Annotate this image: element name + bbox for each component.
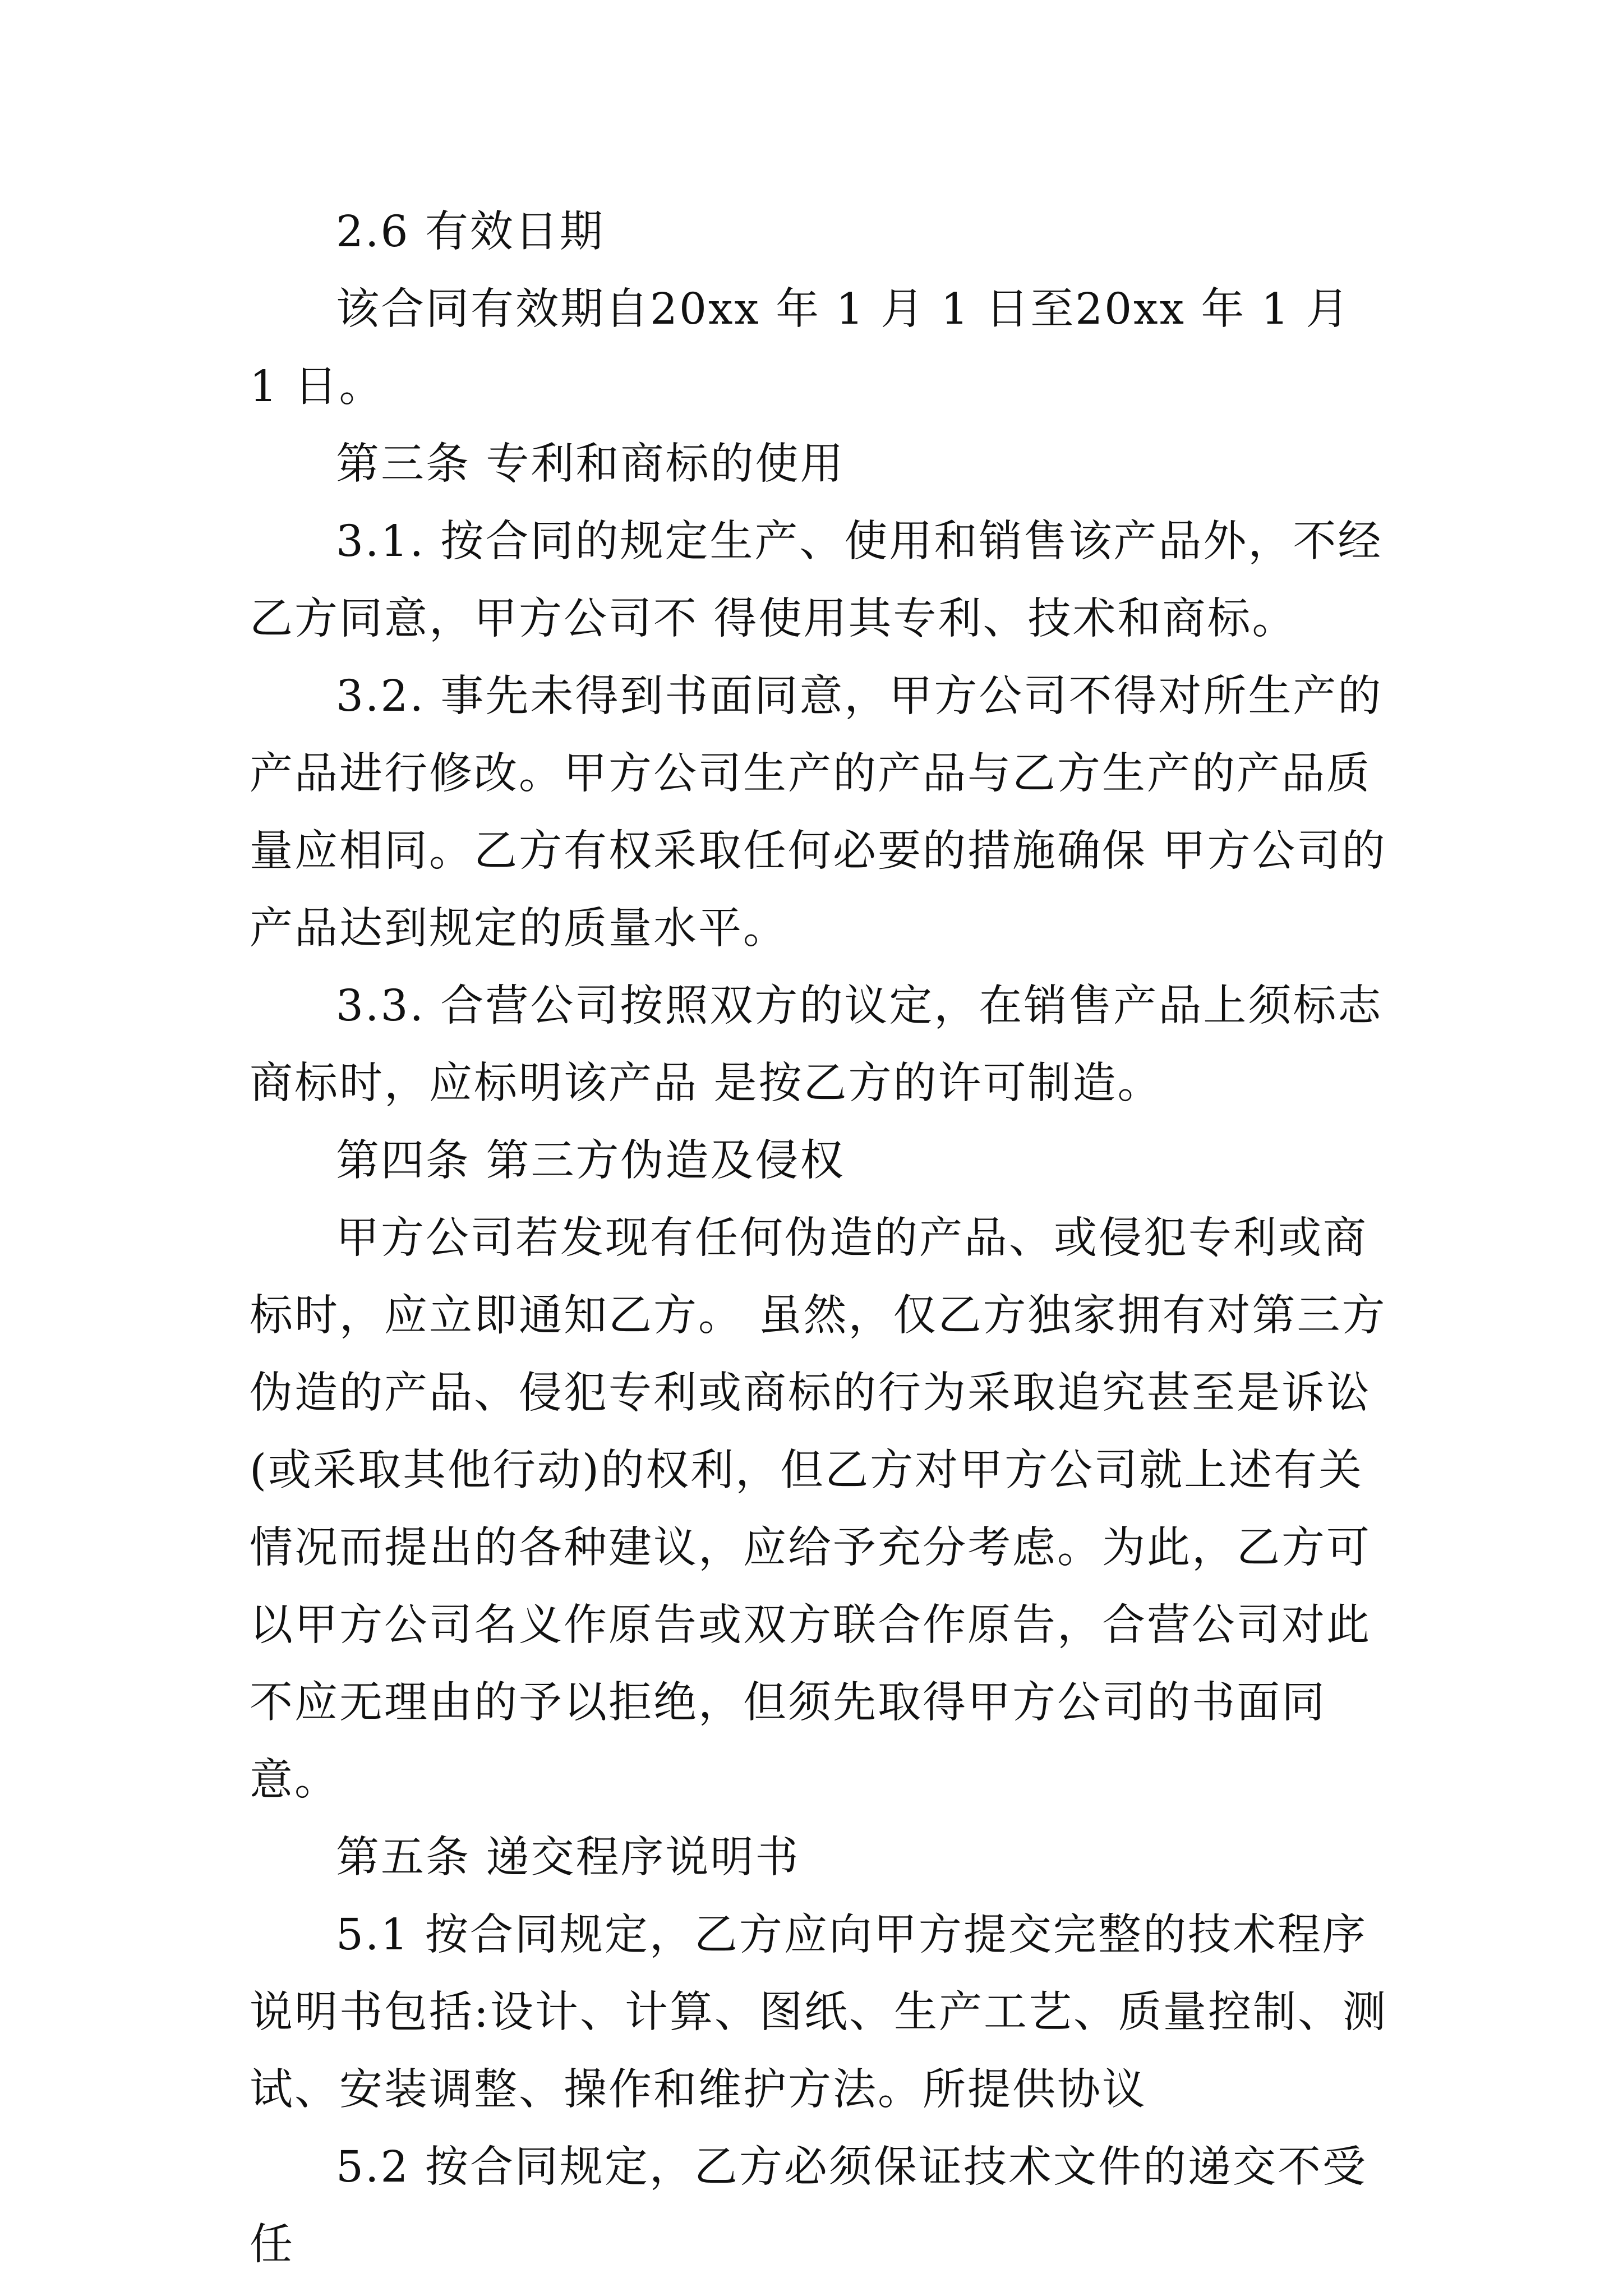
article-heading-5: 第五条 递交程序说明书 xyxy=(336,1833,800,1883)
article-heading-4: 第四条 第三方伪造及侵权 xyxy=(336,1136,845,1186)
article-heading-3: 第三条 专利和商标的使用 xyxy=(336,439,845,489)
document-body xyxy=(250,194,1394,2284)
paragraph-5-1: 5.1 按合同规定，乙方应向甲方提交完整的技术程序说明书包括:设计、计算、图纸、生产工艺、质量控制、测试、安装调整、操作和维护方法。所提供协议 xyxy=(250,1910,1387,2115)
paragraph-3-3: 3.3. 合营公司按照双方的议定，在销售产品上须标志商标时，应标明该产品 是按乙方的许可制造。 xyxy=(250,981,1383,1108)
section-heading-2-6: 2.6 有效日期 xyxy=(336,207,605,257)
paragraph-4-body: 甲方公司若发现有任何伪造的产品、或侵犯专利或商标时，应立即通知乙方。 虽然，仅乙方独家拥有对第三方伪造的产品、侵犯专利或商标的行为采取追究甚至是诉讼(或采取其他行动)的权利，但乙方对甲方公司就上述有关情况而提出的各种建议，应给予充分考虑。为此，乙方可以甲方公司名义作原告或双方联合作原告，合营公司对此不应无理由的予以拒绝，但须先取得甲方公司的书面同意。 xyxy=(250,1213,1387,1805)
paragraph-3-1: 3.1. 按合同的规定生产、使用和销售该产品外，不经乙方同意，甲方公司不 得使用其专利、技术和商标。 xyxy=(250,517,1383,644)
paragraph-3-2: 3.2. 事先未得到书面同意，甲方公司不得对所生产的产品进行修改。甲方公司生产的产品与乙方生产的产品质量应相同。乙方有权采取任何必要的措施确保 甲方公司的产品达到规定的质量水平。 xyxy=(250,671,1387,954)
paragraph-5-2: 5.2 按合同规定，乙方必须保证技术文件的递交不受任 xyxy=(250,2142,1367,2270)
paragraph-validity-period: 该合同有效期自20xx 年 1 月 1 日至20xx 年 1 月 1 日。 xyxy=(250,284,1366,412)
